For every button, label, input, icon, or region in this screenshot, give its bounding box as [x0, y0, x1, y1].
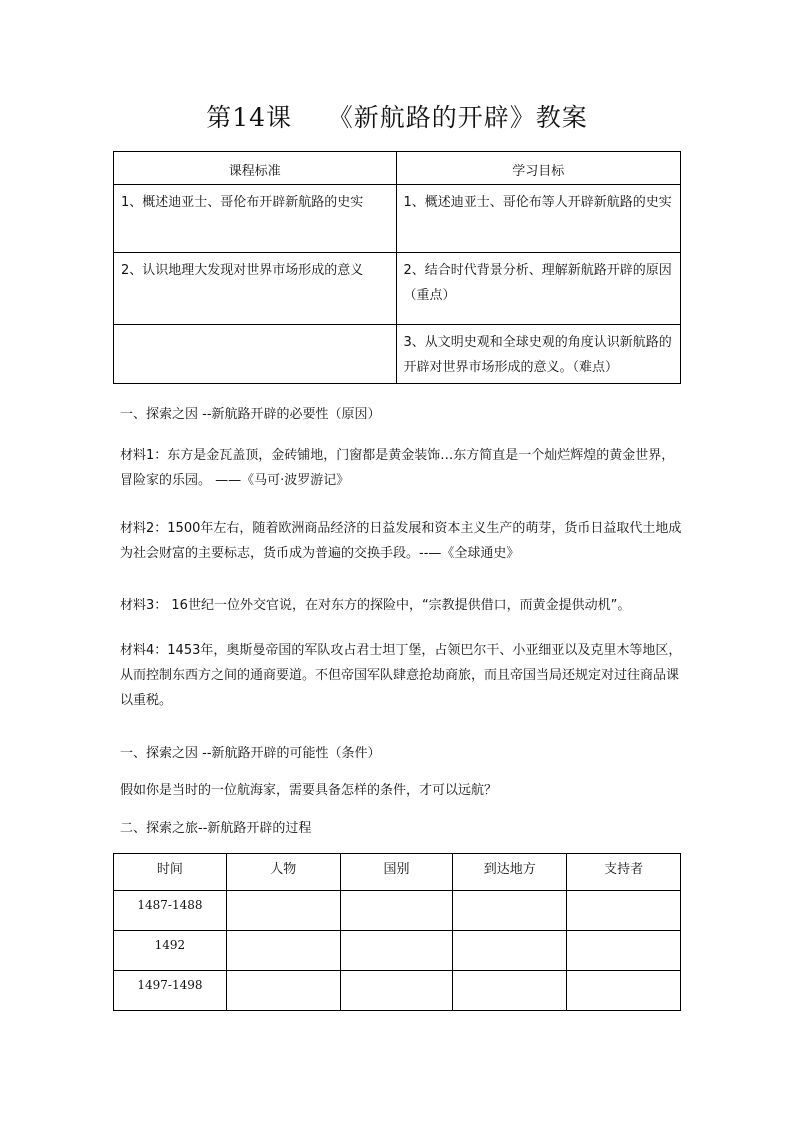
objective-cell: 2、结合时代背景分析、理解新航路开辟的原因（重点） [396, 253, 681, 325]
standards-table [113, 151, 681, 384]
table-row [114, 971, 681, 1011]
voyages-table [113, 853, 681, 1011]
objective-cell: 3、从文明史观和全球史观的角度认识新航路的开辟对世界市场形成的意义。（难点） [396, 325, 681, 384]
table-row [114, 931, 681, 971]
time-cell: 1487-1488 [114, 891, 227, 931]
table-row [114, 325, 681, 384]
destination-cell [453, 971, 567, 1011]
standard-cell: 1、概述迪亚士、哥伦布开辟新航路的史实 [114, 185, 397, 253]
objective-cell: 1、概述迪亚士、哥伦布等人开辟新航路的史实 [396, 185, 681, 253]
person-cell [226, 931, 340, 971]
header-person: 人物 [226, 854, 340, 891]
header-course-standard: 课程标准 [114, 152, 397, 185]
person-cell [226, 971, 340, 1011]
table-row [114, 891, 681, 931]
destination-cell [453, 931, 567, 971]
sponsor-cell [567, 891, 681, 931]
header-time: 时间 [114, 854, 227, 891]
header-country: 国别 [340, 854, 453, 891]
country-cell [340, 971, 453, 1011]
page-title: 第14课 《新航路的开辟》教案 [206, 103, 588, 132]
section-heading-process: 二、探索之旅--新航路开辟的过程 [120, 821, 312, 836]
sponsor-cell [567, 971, 681, 1011]
header-destination: 到达地方 [453, 854, 567, 891]
question-text: 假如你是当时的一位航海家，需要具备怎样的条件，才可以远航？ [120, 783, 498, 798]
destination-cell [453, 891, 567, 931]
time-cell: 1492 [114, 931, 227, 971]
table-row [114, 185, 681, 253]
country-cell [340, 891, 453, 931]
material-1: 材料1：东方是金瓦盖顶，金砖铺地，门窗都是黄金装饰…东方简直是一个灿烂辉煌的黄金世界，冒险家的乐园。 ——《马可·波罗游记》 [120, 448, 675, 488]
time-cell: 1497-1498 [114, 971, 227, 1011]
standard-cell: 2、认识地理大发现对世界市场形成的意义 [114, 253, 397, 325]
material-4: 材料4：1453年，奥斯曼帝国的军队攻占君士坦丁堡，占领巴尔干、小亚细亚以及克里木等地区，从而控制东西方之间的通商要道。不但帝国军队肆意抢劫商旅，而且帝国当局还规定对过往商品课以重税。 [120, 643, 682, 708]
sponsor-cell [567, 931, 681, 971]
country-cell [340, 931, 453, 971]
person-cell [226, 891, 340, 931]
material-2: 材料2：1500年左右，随着欧洲商品经济的日益发展和资本主义生产的萌芽，货币日益取代土地成为社会财富的主要标志，货币成为普遍的交换手段。--—《全球通史》 [120, 521, 682, 561]
table-row [114, 253, 681, 325]
section-heading-conditions: 一、探索之因 --新航路开辟的可能性（条件） [120, 746, 381, 761]
header-learning-objective: 学习目标 [396, 152, 681, 185]
material-3: 材料3： 16世纪一位外交官说，在对东方的探险中，“宗教提供借口，而黄金提供动机”。 [120, 598, 631, 613]
header-sponsor: 支持者 [567, 854, 681, 891]
section-heading-causes: 一、探索之因 --新航路开辟的必要性（原因） [120, 407, 381, 422]
standard-cell [114, 325, 397, 384]
